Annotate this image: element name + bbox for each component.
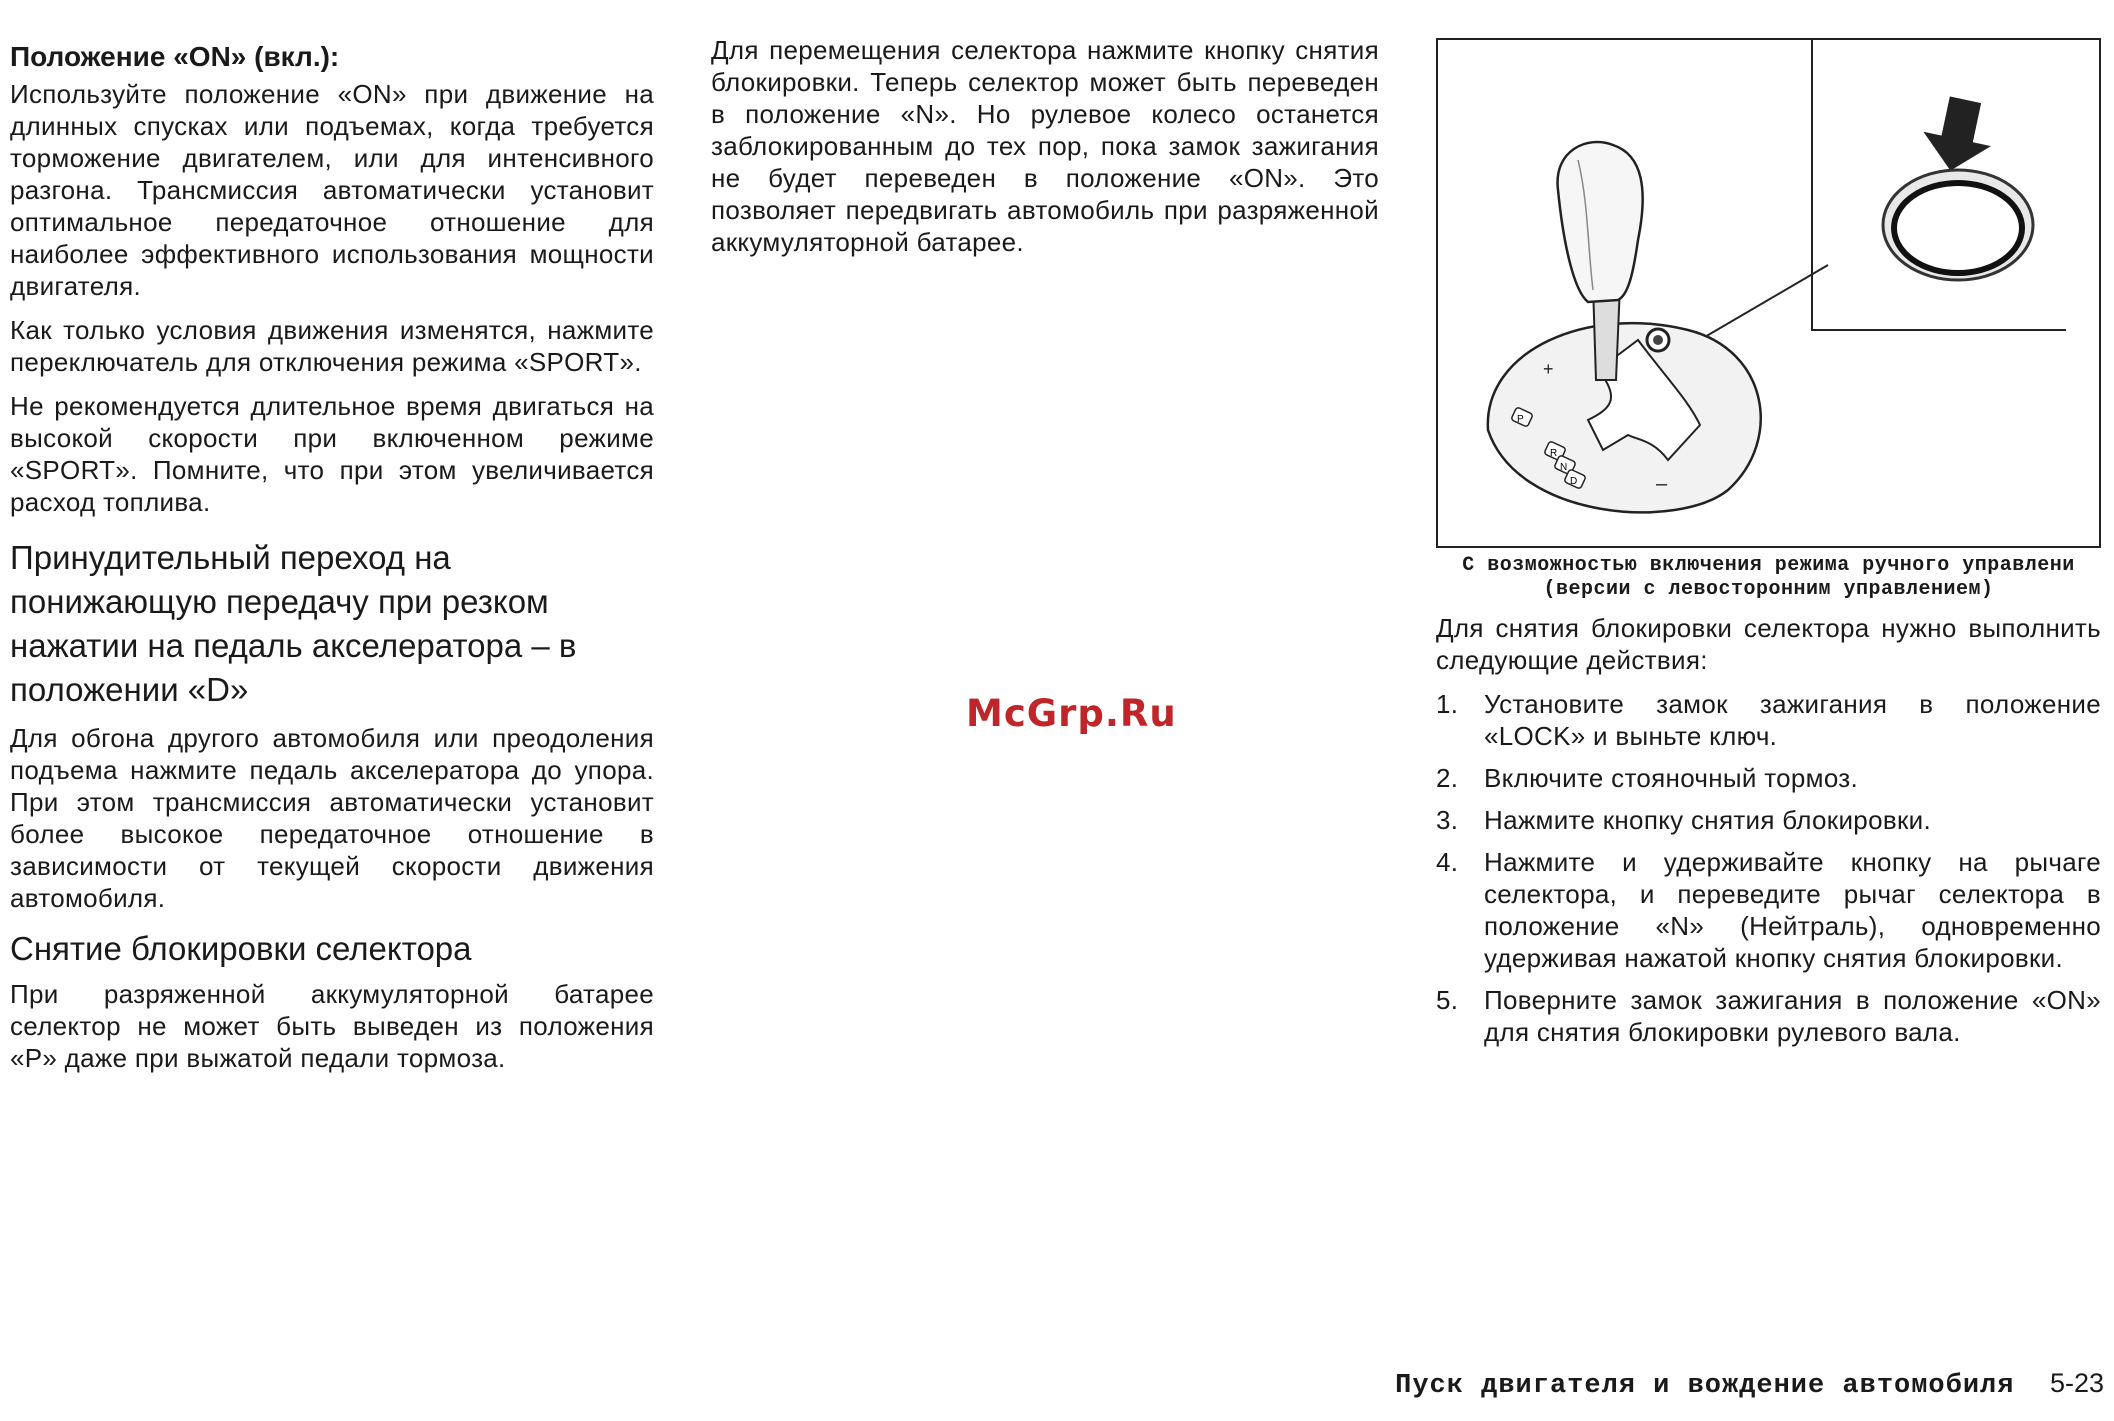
right-column — [1436, 612, 2101, 1058]
arrow-down-icon — [1919, 94, 1996, 176]
page-number: 5-23 — [2049, 1368, 2104, 1398]
shift-lock-release-paragraph: При разряженной аккумуляторной батарее селектор не может быть выведен из положения «P» даже при выжатой педали тормоза. — [10, 979, 654, 1073]
sport-warning-paragraph: Не рекомендуется длительное время двигаться на высокой скорости при включенном режиме «SPORT». Помните, что при этом увеличивается расход топлива. — [10, 391, 654, 517]
step-item — [1436, 984, 2101, 1048]
gate-letter-n: N — [1560, 462, 1568, 473]
release-button-center — [1653, 335, 1663, 345]
step-text: Поверните замок зажигания в положение «ON» для снятия блокировки рулевого вала. — [1484, 985, 2101, 1047]
gate-letter-r: R — [1550, 448, 1558, 459]
shift-lock-illustration — [1438, 40, 2099, 546]
kickdown-heading: Принудительный переход на понижающую передачу при резком нажатии на педаль акселератора – в положении «D» — [10, 539, 577, 708]
step-item — [1436, 688, 2101, 752]
kickdown-paragraph: Для обгона другого автомобиля или преодоления подъема нажмите педаль акселератора до упора. При этом трансмиссия автоматически установит более высокое передаточное отношение в зависимости от текущей скорости движения автомобиля. — [10, 723, 654, 913]
figure-caption-line2: (версии с левосторонним управлением) — [1543, 578, 1994, 601]
page-footer — [1395, 1366, 2104, 1403]
step-number: 4. — [1436, 847, 1459, 877]
release-steps-list — [1436, 688, 2101, 1048]
step-number: 3. — [1436, 805, 1459, 835]
watermark: McGrp.Ru — [966, 692, 1177, 735]
step-text: Включите стояночный тормоз. — [1484, 763, 1859, 793]
steps-intro: Для снятия блокировки селектора нужно выполнить следующие действия: — [1436, 613, 2101, 675]
release-button-ring — [1894, 183, 2022, 273]
lever-knob — [1558, 142, 1643, 302]
minus-label: – — [1656, 473, 1668, 495]
figure-caption — [1436, 554, 2101, 602]
step-number: 5. — [1436, 985, 1459, 1015]
on-position-heading: Положение «ON» (вкл.): — [10, 41, 340, 72]
shift-lock-release-heading: Снятие блокировки селектора — [10, 930, 472, 967]
shift-lock-figure — [1436, 38, 2101, 548]
step-number: 2. — [1436, 763, 1459, 793]
sport-off-paragraph: Как только условия движения изменятся, нажмите переключатель для отключения режима «SPORT». — [10, 315, 654, 377]
figure-caption-line1: С возможностью включения режима ручного управлени — [1462, 554, 2075, 577]
section-title: Пуск двигателя и вождение автомобиля — [1395, 1371, 2015, 1401]
gate-letter-d: D — [1570, 476, 1578, 487]
step-text: Нажмите кнопку снятия блокировки. — [1484, 805, 1931, 835]
step-text: Установите замок зажигания в положение «LOCK» и выньте ключ. — [1484, 689, 2101, 751]
step-number: 1. — [1436, 689, 1459, 719]
plus-label: + — [1543, 359, 1554, 379]
step-item — [1436, 762, 2101, 794]
on-position-paragraph: Используйте положение «ON» при движение на длинных спусках или подъемах, когда требуется торможение двигателем, или для интенсивного разгона. Трансмиссия автоматически установит оптимальное передаточное отношение для наиболее эффективного использования мощности двигателя. — [10, 79, 654, 301]
step-item — [1436, 804, 2101, 836]
step-text: Нажмите и удерживайте кнопку на рычаге селектора, и переведите рычаг селектора в положение «N» (Нейтраль), одновременно удерживая нажатой кнопку снятия блокировки. — [1484, 847, 2101, 973]
middle-column — [711, 34, 1379, 270]
selector-move-paragraph: Для перемещения селектора нажмите кнопку снятия блокировки. Теперь селектор может быть переведен в положение «N». Но рулевое колесо останется заблокированным до тех пор, пока замок зажигания не будет переведен в положение «ON». Это позволяет передвигать автомобиль при разряженной аккумуляторной батарее. — [711, 35, 1379, 257]
step-item — [1436, 846, 2101, 974]
gate-letter-p: P — [1517, 414, 1524, 425]
left-column — [10, 34, 654, 1086]
